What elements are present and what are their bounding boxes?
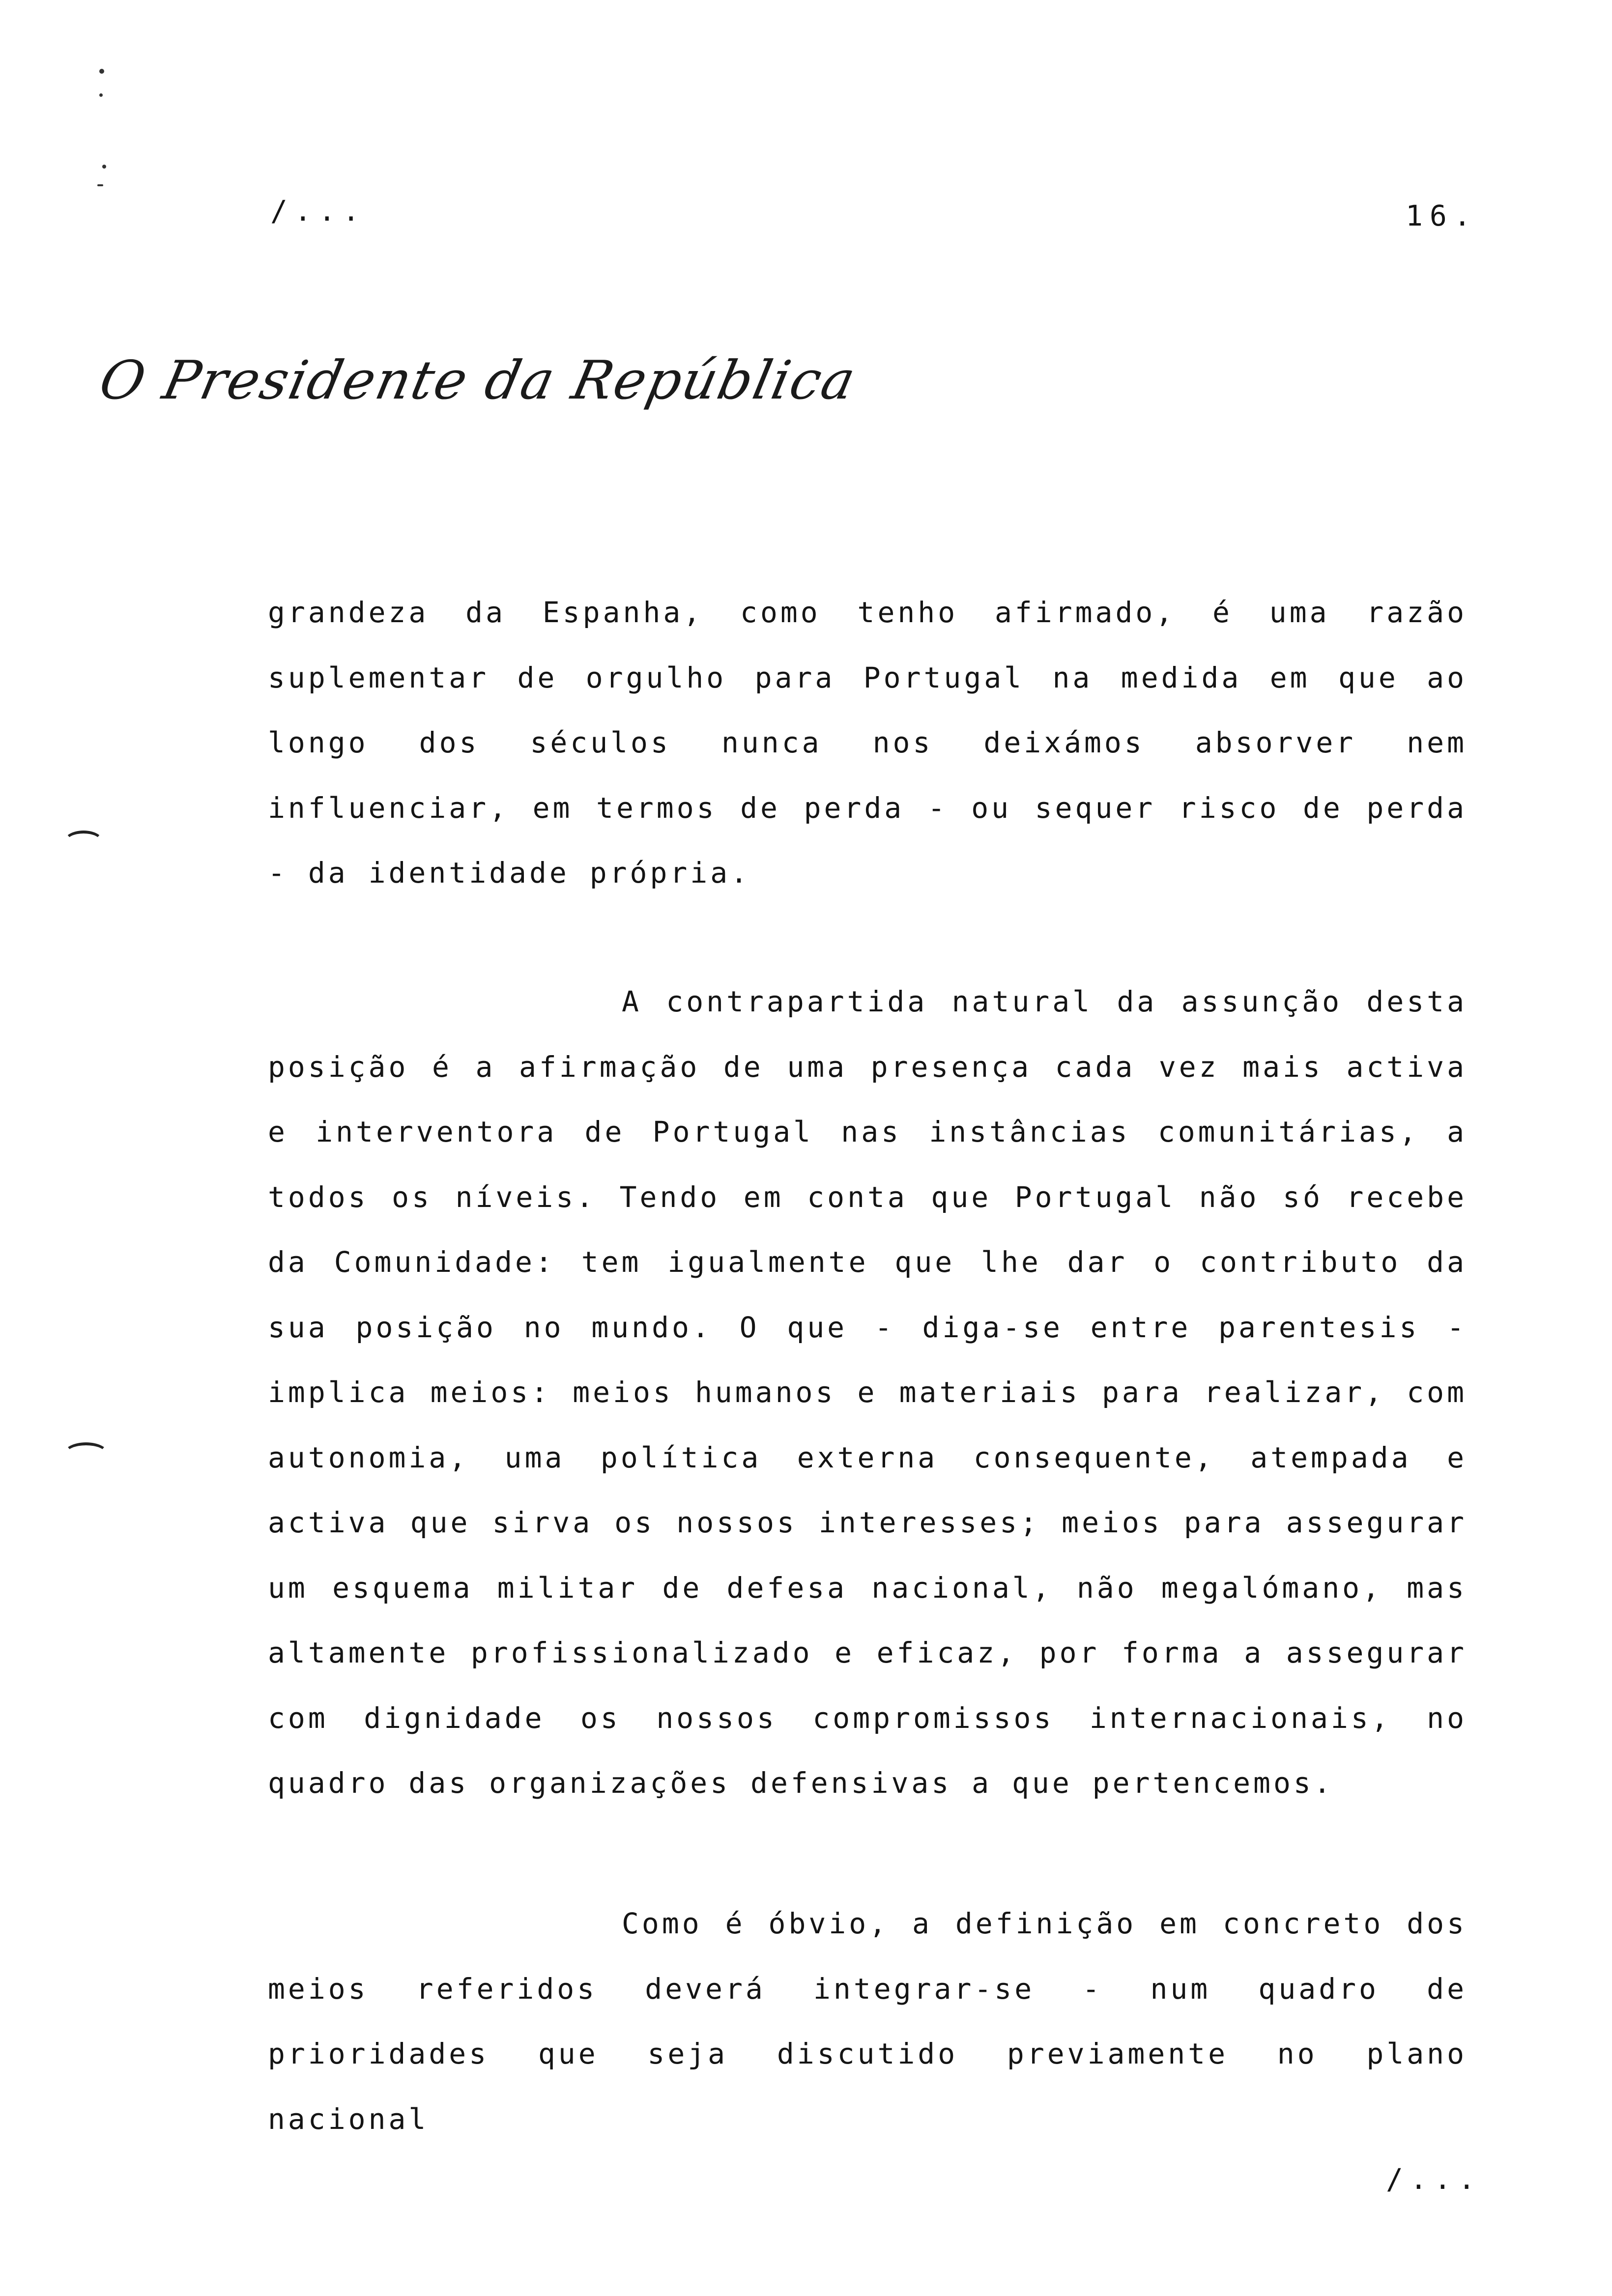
footer-continuation-marker: /...	[1386, 2162, 1482, 2196]
margin-hole-mark	[64, 1442, 108, 1465]
scan-speck	[102, 165, 106, 169]
header-continuation-marker: /...	[270, 194, 367, 228]
page-number: 16.	[1406, 199, 1478, 232]
scan-speck	[99, 69, 104, 74]
scan-speck	[97, 184, 103, 186]
paragraph-1: grandeza da Espanha, como tenho afirmado, é uma razão suplementar de orgulho para Portugal na medida em que ao longo dos séculos nunca nos deixámos absorver nem influenciar, em termos de perda - ou sequer risco de perda - da identidade própria.	[268, 596, 1467, 890]
paragraph-2: A contrapartida natural da assunção desta posição é a afirmação de uma presença cada vez mais activa e interventora de Portugal nas instâncias comunitárias, a todos os níveis. Tendo em conta que Portugal não só recebe da Comunidade: tem igualmente que lhe dar o contributo da sua posição no mundo. O que - diga-se entre parentesis - implica meios: meios humanos e materiais para realizar, com autonomia, uma política externa consequente, atempada e activa que sirva os nossos interesses; meios para assegurar um esquema militar de defesa nacional, não megalómano, mas altamente profissionalizado e eficaz, por forma a assegurar com dignidade os nossos compromissos internacionais, no quadro das organizações defensivas a que pertencemos.	[268, 985, 1467, 1800]
scan-speck	[99, 93, 103, 97]
paragraph-3: Como é óbvio, a definição em concreto dos meios referidos deverá integrar-se - num quadro de prioridades que seja discutido previamente no plano nacional	[268, 1907, 1467, 2136]
margin-hole-mark	[64, 831, 103, 853]
letterhead: O Presidente da República	[94, 350, 862, 411]
